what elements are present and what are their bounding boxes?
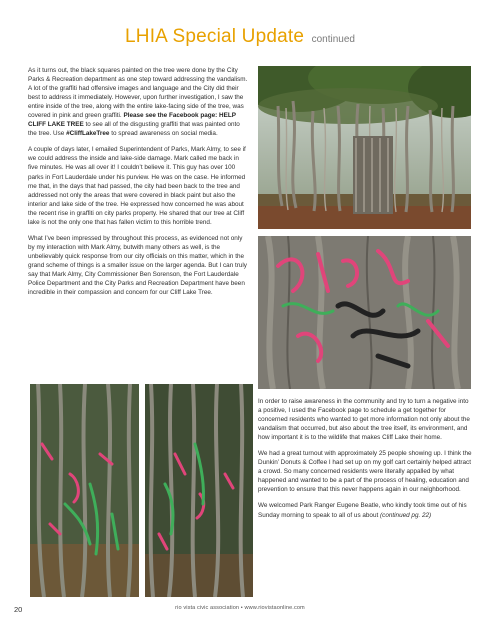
graffiti-roots-photo-right [145,384,253,597]
paragraph-1 [28,66,250,138]
page-title: LHIA Special Update [125,26,305,47]
page-number: 20 [14,605,23,614]
hashtag: #CliffLakeTree [66,130,110,138]
paragraph-1-end: to spread awareness on social media. [109,130,218,138]
paragraph-1-text: As it turns out, the black squares painted on the tree were done by the City Parks & Recreation department as one step toward addressing the vandalism. A lot of the graffiti had offensive images and language and the City did their best to address it immediately. However, upon further investigation, I saw the entire inside of the tree, along with the entire lake-facing side of the tree, was covered in pink and green graffiti. [28,67,248,120]
paragraph-6-text: We welcomed Park Ranger Eugene Beatle, who kindly took time out of his Sunday morning to speak to all of us about [258,502,467,519]
paragraph-4: In order to raise awareness in the community and try to turn a negative into a positive, I used the Facebook page to schedule a get together for concerned residents who wanted to get more information not only about the vandalism that occurred, but also about the tree itself, its environment, and how important it is to the wildlife that makes Cliff Lake their home. [258,398,470,442]
paragraph-5: We had a great turnout with approximately 25 people showing up. I think the Dunkin’ Donuts & Coffee I had set up on my golf cart certainly helped attract a crowd. So many concerned residents were literally appalled by what happened and wanted to be a part of the process of healing, education and prevention to ensure that this never happens again in our neighborhood. [258,450,472,494]
paragraph-2: A couple of days later, I emailed Superintendent of Parks, Mark Almy, to see if we could address the inside and lake-side damage. Mark called me back in five minutes. He was all over it! I couldn’t believe it. This guy has over 100 parks in Fort Lauderdale under his purview. He was on the case. He informed me that, in the days that had passed, the city had been back to the tree and addressed not only the areas that were covered in black paint but also the interior and lake side of the tree. He expressed how concerned he was about the recent rise in graffiti on city parks property. He shared that our tree at Cliff lake is not the only one that has fallen victim to this horrible trend. [28,146,246,226]
paragraph-6 [258,501,472,519]
graffiti-trunk-photo [258,236,471,389]
facebook-page-callout: Please see the Facebook page: HELP CLIFF LAKE TREE [28,112,236,129]
banyan-tree-photo [258,66,471,229]
footer-text: rio vista civic association • www.riovistaonline.com [175,605,305,611]
continued-label: continued [311,34,355,45]
continued-note: (continued pg. 22) [380,511,432,519]
paragraph-1-mid: to see all of the disgusting graffiti that was painted onto the tree. Use [28,121,240,138]
article-right-column [258,397,472,527]
graffiti-roots-photo-left [30,384,139,597]
page-header [0,26,480,48]
paragraph-3: What I’ve been impressed by throughout this process, as evidenced not only by my interaction with Mark Almy, butwith many others as well, is the unbelievably quick response from our city officials on this matter, which in the grand scheme of things is a smaller issue on the larger agenda. But I can truly say that Mark Almy, City Commissioner Ben Sorenson, the Fort Lauderdale Police Department and the City Parks and Recreation Department have been incredible in their compassion and concern for our Cliff Lake Tree. [28,234,247,297]
article-left-column [28,66,250,304]
